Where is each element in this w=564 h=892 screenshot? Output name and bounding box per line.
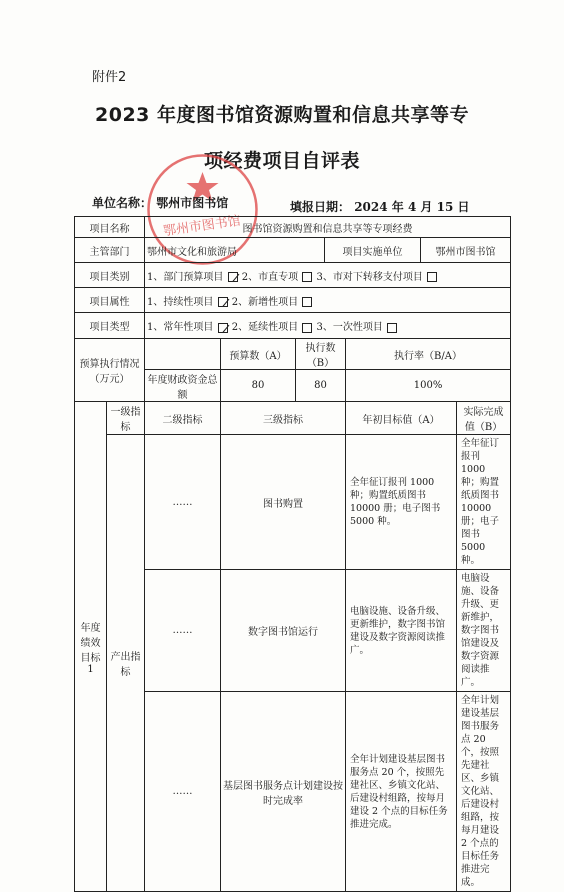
type-opt1-checkbox[interactable] xyxy=(218,323,228,333)
self-evaluation-table xyxy=(74,216,511,892)
category-opt2-checkbox[interactable] xyxy=(302,272,312,282)
row1-l2: …… xyxy=(145,435,221,570)
type-opt2-checkbox[interactable] xyxy=(302,323,312,333)
row2-l2: …… xyxy=(145,570,221,692)
row3-target: 全年计划建设基层图书服务点 20 个，按照先建社区、乡镇文化站、后建设村组路，按每月建设 2 个点的目标任务推进完成。 xyxy=(346,692,457,892)
row3-l3: 基层图书服务点计划建设按时完成率 xyxy=(221,692,346,892)
dept-value: 鄂州市文化和旅游局 xyxy=(145,238,325,263)
row2-actual: 电脑设施、设备升级、更新维护，数字图书馆建设及数字资源阅读推广。 xyxy=(457,570,511,692)
type-opt3-label: 3、一次性项目 xyxy=(316,322,383,333)
category-opt3-label: 3、市对下转移支付项目 xyxy=(316,271,423,283)
category-label: 项目类别 xyxy=(75,263,145,288)
row2-target: 电脑设施、设备升级、更新维护，数字图书馆建设及数字资源阅读推广。 xyxy=(346,570,457,692)
row2-l3: 数字图书馆运行 xyxy=(221,570,346,692)
type-options xyxy=(145,313,511,339)
category-options xyxy=(145,263,511,288)
col-target-header: 年初目标值（A） xyxy=(346,402,457,435)
row3-l2: …… xyxy=(145,692,221,892)
type-opt2-label: 2、延续性项目 xyxy=(231,322,299,333)
svg-text:鄂州市图书馆: 鄂州市图书馆 xyxy=(162,213,242,240)
attr-opt2-checkbox[interactable] xyxy=(302,297,312,307)
dept-label: 主管部门 xyxy=(75,238,145,263)
col-l3-header: 三级指标 xyxy=(221,402,346,435)
budget-empty-cell xyxy=(145,339,221,370)
document-title-line2: 项经费项目自评表 xyxy=(203,150,360,172)
l1-output-label: 产出指标 xyxy=(107,435,145,892)
budget-col-a: 预算数（A） xyxy=(221,339,296,370)
col-actual-header: 实际完成值（B） xyxy=(457,402,511,435)
col-l2-header: 二级指标 xyxy=(145,402,221,435)
unit-name xyxy=(92,194,228,211)
attr-opt2-label: 2、新增性项目 xyxy=(231,296,299,308)
row1-l3: 图书购置 xyxy=(221,435,346,570)
budget-row-label: 年度财政资金总额 xyxy=(145,370,221,402)
category-opt1-checkbox[interactable] xyxy=(228,272,238,282)
attr-label: 项目属性 xyxy=(75,288,145,313)
rate-value: 100% xyxy=(346,370,511,402)
document-title-line1: 2023 年度图书馆资源购置和信息共享等专 xyxy=(95,104,469,126)
project-name-value: 图书馆资源购置和信息共享等专项经费 xyxy=(145,217,511,238)
row3-actual: 全年计划建设基层图书服务点 20 个，按照先建社区、乡镇文化站、后建设村组路，按每月建设 2 个点的目标任务推进完成。 xyxy=(457,692,511,892)
type-opt1-label: 1、常年性项目 xyxy=(147,322,214,333)
budget-col-rate: 执行率（B/A） xyxy=(346,339,511,370)
category-opt1-label: 1、部门预算项目 xyxy=(147,271,224,283)
goal-label: 年度绩效目标 1 xyxy=(75,402,107,892)
attr-options xyxy=(145,288,511,313)
category-opt2-label: 2、市直专项 xyxy=(241,271,299,283)
type-label: 项目类型 xyxy=(75,313,145,339)
type-opt3-checkbox[interactable] xyxy=(387,323,397,333)
attachment-label: 附件2 xyxy=(92,70,127,85)
impl-unit-value: 鄂州市图书馆 xyxy=(421,238,511,263)
unit-name-value: 鄂州市图书馆 xyxy=(156,196,229,210)
report-date xyxy=(290,198,470,215)
row1-actual: 全年征订报刊 1000 种；购置纸质图书 10000 册；电子图书 5000 种。 xyxy=(457,435,511,570)
budget-value: 80 xyxy=(221,370,296,402)
category-opt3-checkbox[interactable] xyxy=(427,272,437,282)
attr-opt1-label: 1、持续性项目 xyxy=(147,296,214,308)
attr-opt1-checkbox[interactable] xyxy=(218,297,228,307)
col-l1-header: 一级指标 xyxy=(107,402,145,435)
exec-value: 80 xyxy=(296,370,346,402)
report-date-label: 填报日期： xyxy=(290,200,351,214)
budget-col-b: 执行数（B） xyxy=(296,339,346,370)
report-date-value: 2024 年 4 月 15 日 xyxy=(354,200,470,214)
budget-label: 预算执行情况（万元） xyxy=(75,339,145,402)
row1-target: 全年征订报刊 1000 种；购置纸质图书 10000 册；电子图书 5000 种。 xyxy=(346,435,457,570)
unit-name-label: 单位名称： xyxy=(92,196,153,210)
project-name-label: 项目名称 xyxy=(75,217,145,238)
impl-unit-label: 项目实施单位 xyxy=(325,238,421,263)
